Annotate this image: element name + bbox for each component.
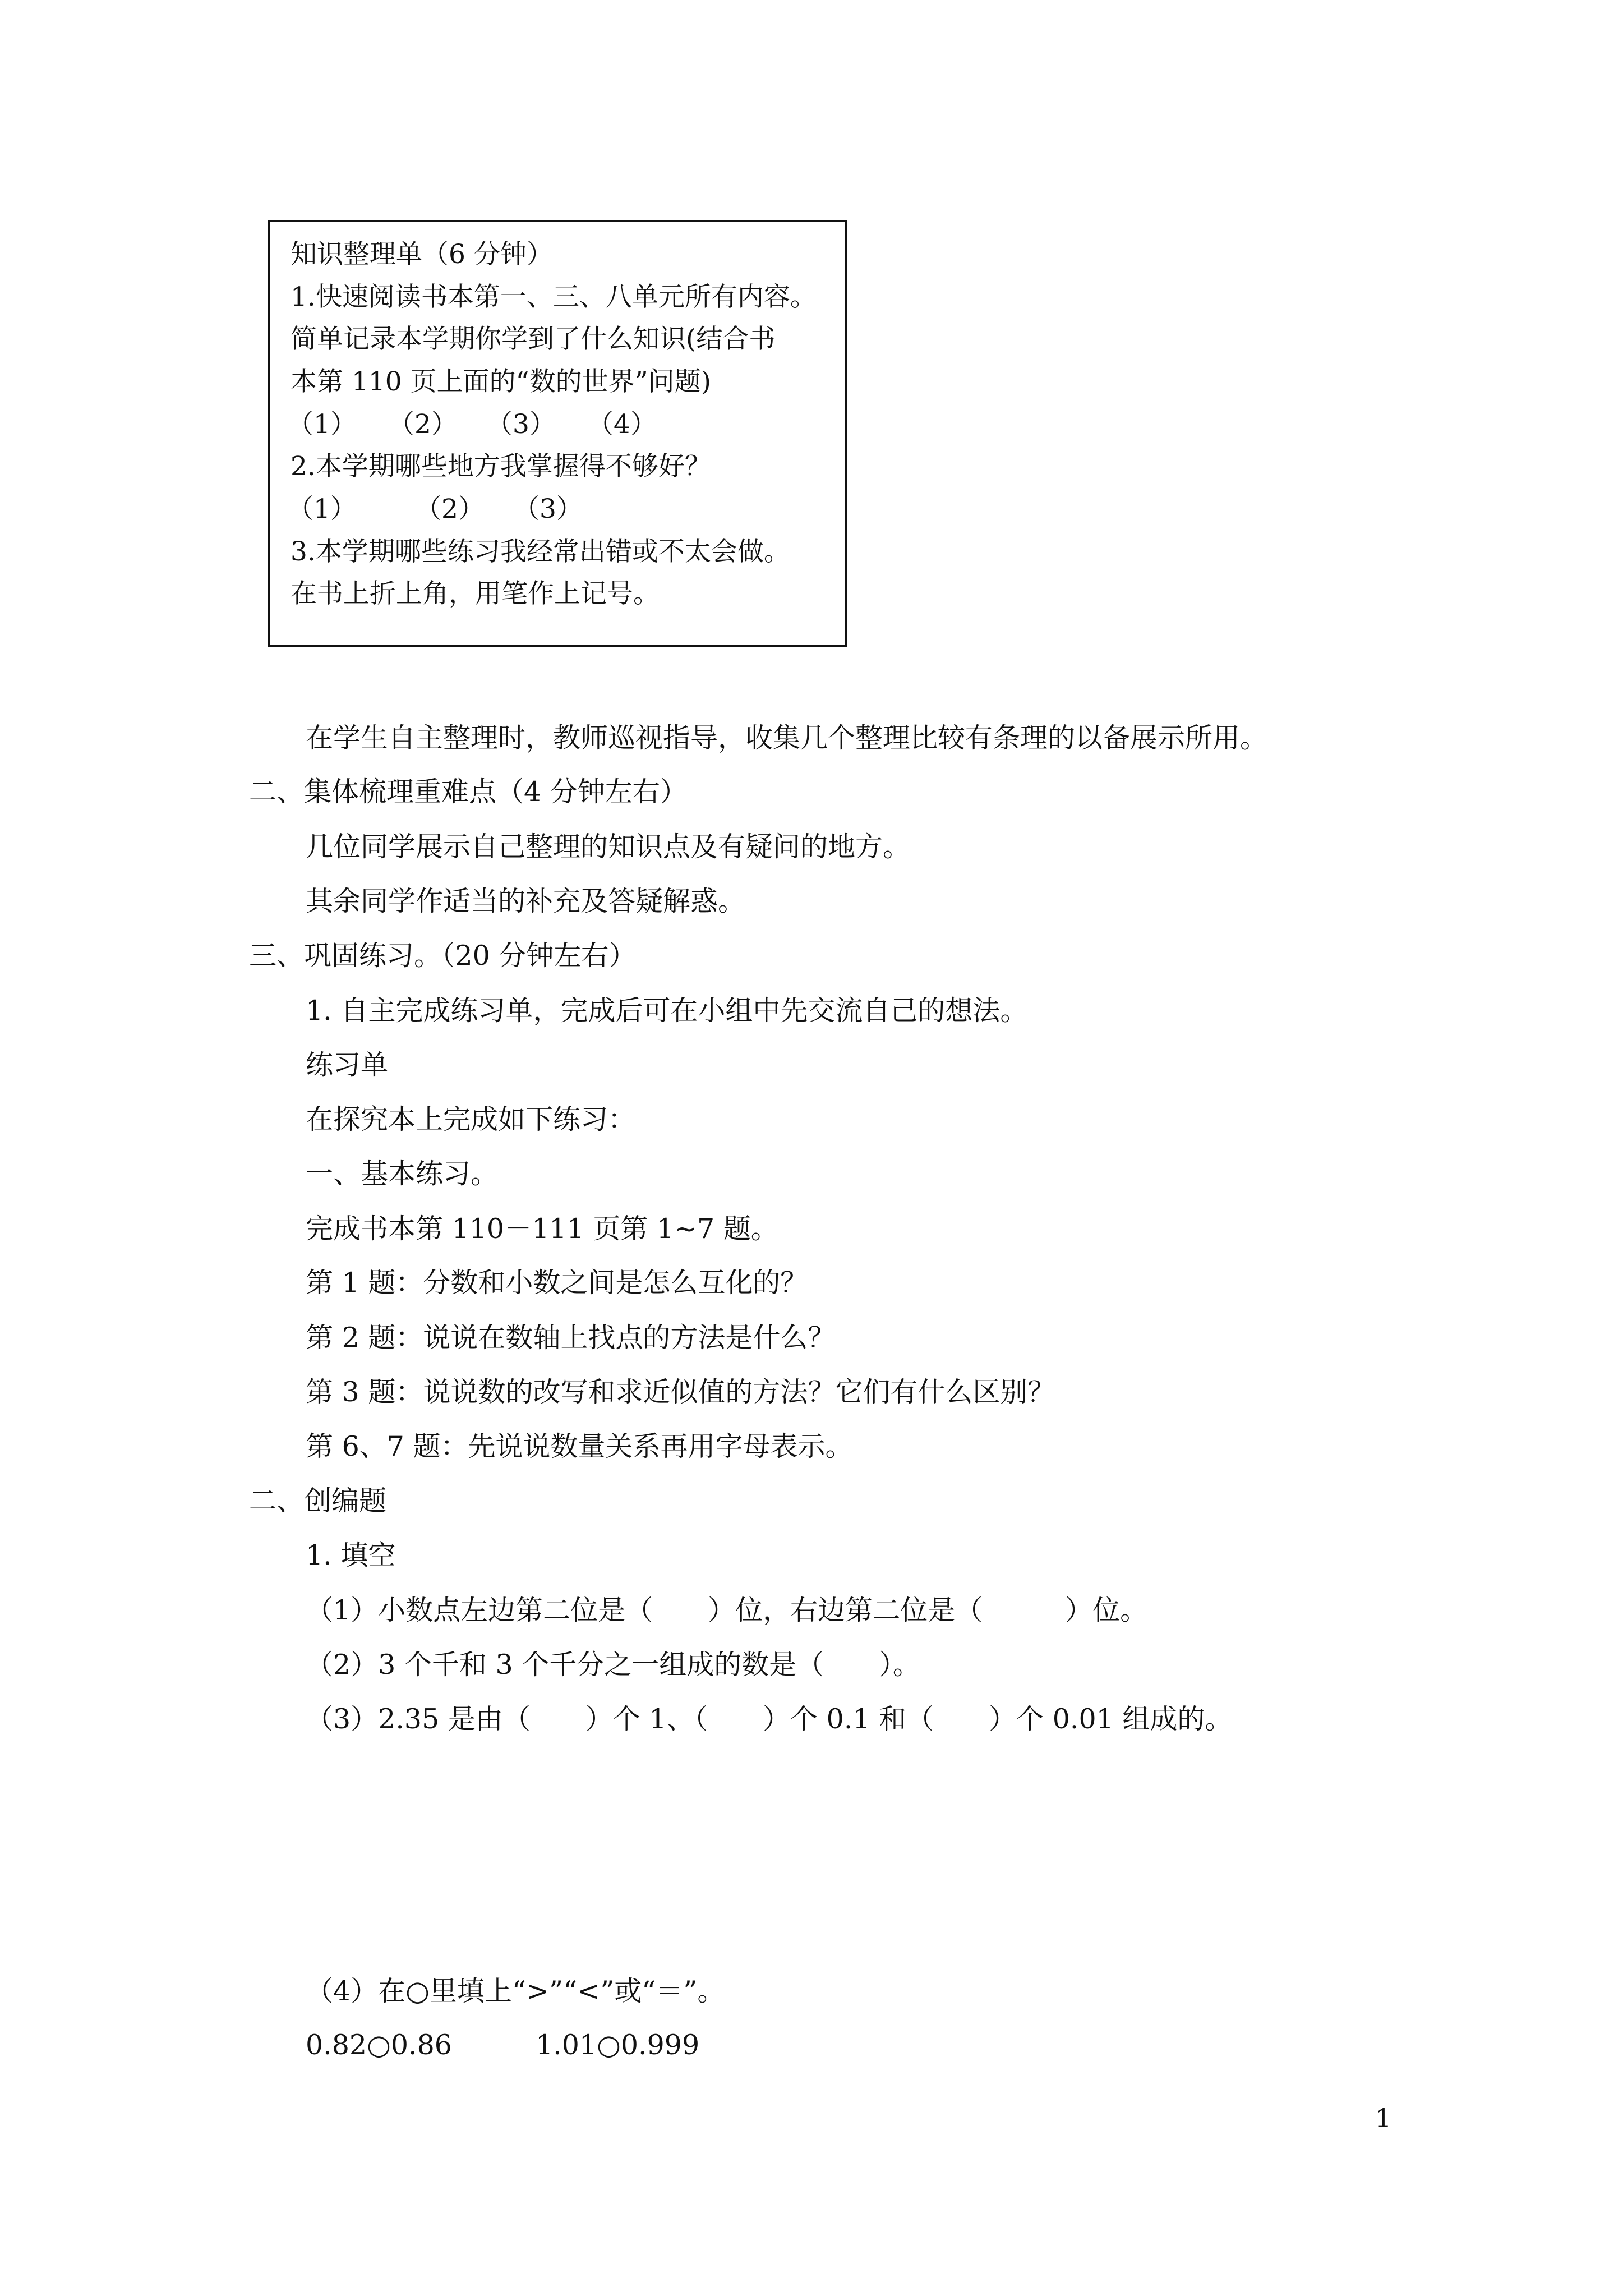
fill-in-heading: 1. 填空 xyxy=(306,1539,396,1571)
paragraph-teacher-guidance: 在学生自主整理时，教师巡视指导，收集几个整理比较有条理的以备展示所用。 xyxy=(306,722,1268,754)
section-heading-3: 三、巩固练习。（20 分钟左右） xyxy=(249,940,637,972)
box-item2-blanks xyxy=(287,494,583,525)
question-6-7: 第 6、7 题：先说说数量关系再用字母表示。 xyxy=(306,1430,853,1462)
box-item1-line2: 简单记录本学期你学到了什么知识(结合书 xyxy=(291,324,776,355)
compare-a: 0.82○0.86 xyxy=(306,2029,452,2061)
paragraph: 完成书本第 110－111 页第 1~7 题。 xyxy=(306,1213,778,1245)
section-heading-2: 二、集体梳理重难点（4 分钟左右） xyxy=(249,776,688,808)
compare-b: 1.01○0.999 xyxy=(536,2029,700,2061)
blank-label: （2） xyxy=(415,494,485,524)
paragraph: 在探究本上完成如下练习： xyxy=(306,1103,636,1135)
fill-item-2: （2）3 个千和 3 个千分之一组成的数是（ ）。 xyxy=(306,1649,920,1681)
subheading-creative: 二、创编题 xyxy=(249,1485,387,1517)
question-1: 第 1 题：分数和小数之间是怎么互化的？ xyxy=(306,1267,808,1299)
blank-label: （1） xyxy=(287,494,357,524)
paragraph: 几位同学展示自己整理的知识点及有疑问的地方。 xyxy=(306,831,911,863)
box-title: 知识整理单（6 分钟） xyxy=(291,239,553,270)
paragraph: 其余同学作适当的补充及答疑解惑。 xyxy=(306,885,746,917)
page-number: 1 xyxy=(1375,2103,1392,2133)
box-item3-line2: 在书上折上角，用笔作上记号。 xyxy=(291,578,660,609)
fill-item-3: （3）2.35 是由（ ）个 1、（ ）个 0.1 和（ ）个 0.01 组成的。 xyxy=(306,1703,1233,1735)
blank-label: （3） xyxy=(513,494,583,524)
box-item2: 2.本学期哪些地方我掌握得不够好？ xyxy=(291,451,711,482)
box-item3-line1: 3.本学期哪些练习我经常出错或不太会做。 xyxy=(291,536,790,567)
box-item1-line1: 1.快速阅读书本第一、三、八单元所有内容。 xyxy=(291,282,817,312)
fill-item-1: （1）小数点左边第二位是（ ）位，右边第二位是（ ）位。 xyxy=(306,1594,1148,1626)
knowledge-summary-box xyxy=(268,220,847,647)
box-item1-line3: 本第 110 页上面的“数的世界”问题) xyxy=(291,366,711,397)
question-3: 第 3 题：说说数的改写和求近似值的方法？它们有什么区别？ xyxy=(306,1376,1055,1408)
subheading-basic-practice: 一、基本练习。 xyxy=(306,1158,499,1190)
compare-row xyxy=(306,2028,699,2062)
question-2: 第 2 题：说说在数轴上找点的方法是什么？ xyxy=(306,1322,836,1354)
blank-label: （1） xyxy=(287,409,357,440)
box-item1-blanks xyxy=(287,409,657,440)
blank-label: （2） xyxy=(388,409,458,440)
blank-label: （4） xyxy=(587,409,657,440)
fill-item-4: （4）在○里填上“>”“<”或“＝”。 xyxy=(306,1975,725,2007)
blank-label: （3） xyxy=(486,409,556,440)
paragraph: 1. 自主完成练习单，完成后可在小组中先交流自己的想法。 xyxy=(306,995,1028,1027)
worksheet-title: 练习单 xyxy=(306,1049,389,1081)
